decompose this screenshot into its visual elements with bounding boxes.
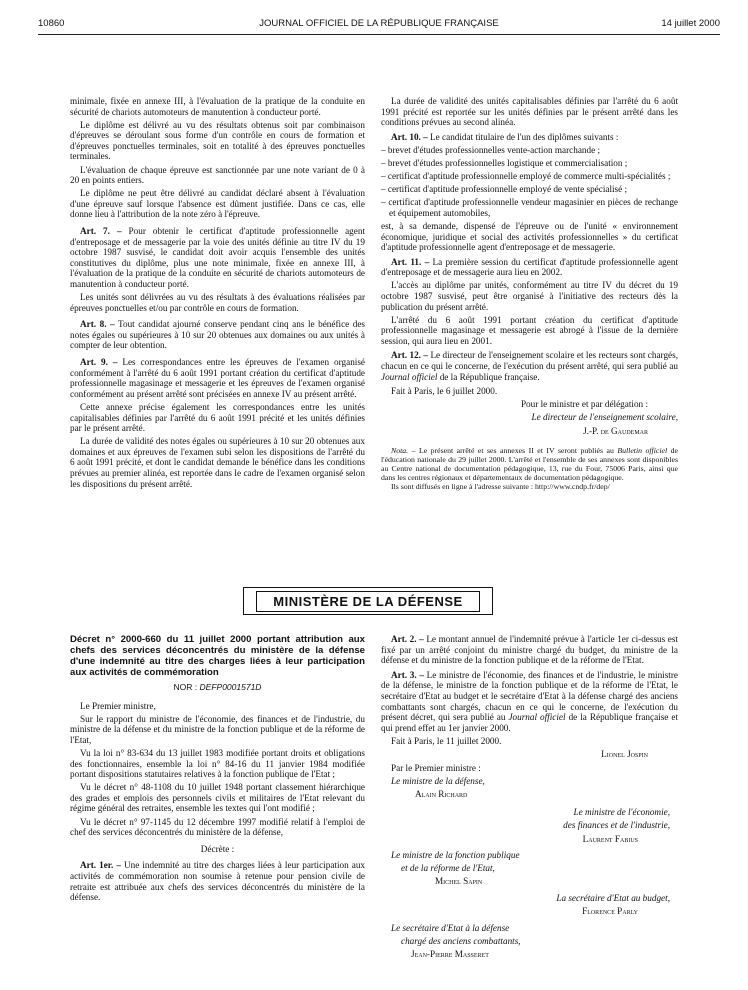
paragraph: L'arrêté du 6 août 1991 portant création du certificat d'aptitude professionnelle magasinage et messagerie est abrogé à l'issue de la dernière session, qui aura lieu en 2001.: [381, 314, 678, 346]
issue-date: 14 juillet 2000: [661, 18, 720, 29]
paragraph: La durée de validité des unités capitalisables définies par l'arrêté du 6 août 1991 précité est reportée sur les unités définies par le présent arrêté dans les conditions prévues au second alinéa.: [381, 96, 678, 128]
article-label: Art. 11. –: [391, 256, 430, 267]
paragraph: L'évaluation de chaque épreuve est sanctionnée par une note variant de 0 à 20 en points entiers.: [70, 164, 365, 186]
paragraph: Vu la loi n° 83-634 du 13 juillet 1983 modifiée portant droits et obligations des fonctionnaires, ensemble la loi n° 84-16 du 11 janvier 1984 modifiée portant dispositions statutaires relatives à la fonction publique de l'Etat ;: [70, 747, 365, 780]
list-item: – brevet d'études professionnelles logistique et commercialisation ;: [381, 158, 678, 169]
nor-reference: NOR : DEFP0001571D: [173, 682, 262, 692]
par-premier-ministre: Par le Premier ministre :: [391, 762, 481, 773]
article-label: Art. 7. –: [80, 226, 122, 237]
paragraph: est, à sa demande, dispensé de l'épreuve ou de l'unité « environnement économique, juridique et social des activités professionnelles » du certificat d'aptitude professionnelle agent d'entreposage et de messagerie.: [381, 220, 678, 253]
signature-date: Fait à Paris, le 6 juillet 2000.: [391, 386, 498, 397]
journal-title: JOURNAL OFFICIEL DE LA RÉPUBLIQUE FRANÇAISE: [259, 18, 499, 29]
nota-url: Ils sont diffusés en ligne à l'adresse suivante : http://www.cndp.fr/dep/: [391, 482, 610, 492]
signatory-role: Le ministre de l'économie,: [573, 807, 670, 818]
article-label: Art. 1er. –: [80, 860, 121, 871]
article-8: Art. 8. – Tout candidat ajourné conserve pendant cinq ans le bénéfice des notes égales ou supérieures à 10 sur 20 obtenues aux domaines ou aux unités à compter de leur obtention.: [70, 319, 366, 351]
paragraph: Le diplôme est délivré au vu des résultats obtenus soit par combinaison d'épreuves se déroulant sous forme d'un contrôle en cours de formation et d'épreuves ponctuelles terminales, soit en totalité à des épreuves ponctuelles terminales.: [70, 119, 365, 162]
paragraph: minimale, fixée en annexe III, à l'évaluation de la pratique de la conduite en sécurité de chariots automoteurs de manutention à conducteur porté.: [70, 96, 365, 117]
nota-block: [381, 446, 678, 491]
article-11: Art. 11. – La première session du certificat d'aptitude professionnelle agent d'entreposage et de messagerie aura lieu en 2002.: [381, 256, 679, 278]
list-item: – certificat d'aptitude professionnelle vendeur magasinier en pièces de rechange et équipement automobiles,: [381, 197, 678, 218]
paragraph: Sur le rapport du ministre de l'économie, des finances et de l'industrie, du ministre de la défense et du ministre de la fonction publique et de la réforme de l'Etat,: [70, 713, 365, 745]
signatory-role: chargé des anciens combattants,: [401, 935, 521, 946]
signatory-role: des finances et de l'industrie,: [563, 820, 670, 831]
article-9: Art. 9. – Les correspondances entre les épreuves de l'examen organisé conformément à l'arrêté du 6 août 1991 portant création du certificat d'aptitude professionnelle magasinage et messagerie et les épreuves de l'examen organisé conformément au présent arrêté sont précisées en annexe IV au présent arrêté.: [70, 357, 365, 399]
lower-left-column: [70, 634, 365, 905]
signatory-name: Lionel Jospin: [601, 749, 648, 760]
signatory-name: Florence Parly: [582, 905, 638, 916]
list-item: – brevet d'études professionnelles vente-action marchande ;: [381, 145, 678, 156]
delegation-line: Pour le ministre et par délégation :: [520, 399, 648, 410]
paragraph: Vu le décret n° 97-1145 du 12 décembre 1997 modifié relatif à l'emploi de chef des services déconcentrés du ministère de la défense,: [70, 816, 365, 838]
nota-text: Nota. – Le présent arrêté et ses annexes II et IV seront publiés au Bulletin officiel de l'éducation nationale du 29 juillet 2000. L'arrêté et l'ensemble de ses annexes sont disponibles au Centre national de documentation pédagogique, 13, rue du Four, 75006 Paris, ainsi que dans les centres régionaux et départementaux de documentation pédagogique.: [381, 446, 678, 483]
paragraph: Vu le décret n° 48-1108 du 10 juillet 1948 portant classement hiérarchique des grades et emplois des personnels civils et militaires de l'Etat relevant du régime général des retraites, ensemble les textes qui l'ont modifié ;: [70, 782, 365, 814]
signatory-name: Laurent Fabius: [582, 833, 638, 844]
signature-date: Fait à Paris, le 11 juillet 2000.: [391, 736, 502, 747]
signatory-role: Le secrétaire d'Etat à la défense: [391, 922, 510, 933]
upper-right-column: [381, 96, 678, 491]
article-label: Art. 10. –: [391, 131, 428, 142]
signatory-name: Michel Sapin: [435, 876, 483, 887]
paragraph: Le Premier ministre,: [80, 700, 156, 711]
lower-right-column: [381, 634, 678, 962]
list-item: – certificat d'aptitude professionnelle employé de commerce multi-spécialités ;: [381, 171, 678, 182]
paragraph: L'accès au diplôme par unités, conformément au titre IV du décret du 19 octobre 1987 susvisé, peut être organisé à l'initiative des recteurs dès la publication du présent arrêté.: [381, 280, 678, 312]
signatory-name: Jean-Pierre Masseret: [411, 948, 489, 959]
paragraph: Les unités sont délivrées au vu des résultats à des évaluations réalisées par épreuves ponctuelles et/ou par contrôle en cours de formation.: [70, 292, 365, 313]
article-1: Art. 1er. – Une indemnité au titre des charges liées à leur participation aux activités de commémoration non soumise à retenue pour pension civile de retraite est attribuée aux chefs des services déconcentrés du ministère de la défense.: [70, 860, 366, 903]
paragraph: La durée de validité des notes égales ou supérieures à 10 sur 20 obtenues aux domaines et aux épreuves de l'examen subi selon les dispositions de l'arrêté du 6 août 1991 précité, et dont le candidat demande le bénéfice dans les conditions prévues au premier alinéa, est reportée dans le cadre de l'examen organisé selon les dispositions du présent arrêté.: [70, 436, 365, 489]
signatory-role: Le ministre de la fonction publique: [391, 850, 520, 861]
upper-left-column: [70, 96, 365, 492]
paragraph: Le diplôme ne peut être délivré au candidat déclaré absent à l'évaluation d'une épreuve sauf lorsque l'absence est dûment justifiée. Dans ce cas, elle donne lieu à l'attribution de la note zéro à l'épreuve.: [70, 188, 365, 220]
article-10: Art. 10. – Le candidat titulaire de l'un des diplômes suivants :: [391, 131, 619, 142]
page-number: 10860: [38, 18, 65, 29]
article-3: Art. 3. – Le ministre de l'économie, des finances et de l'industrie, le ministre de la défense, le ministre de la fonction publique et de la réforme de l'Etat, le secrétaire d'Etat au budget et le secrétaire d'Etat à la défense chargé des anciens combattants sont chargés, chacun en ce qui le concerne, de l'exécution du présent décret, qui sera publié au Journal officiel de la République française et qui prend effet au 1er janvier 2000.: [381, 669, 679, 733]
signatory-role: Le ministre de la défense,: [391, 775, 485, 786]
article-7: Art. 7. – Pour obtenir le certificat d'aptitude professionnelle agent d'entreposage et de messagerie par la voie des unités définie au titre IV du 19 octobre 1987 susvisé, le candidat doit avoir acquis l'ensemble des unités constitutives du diplôme, plus une note minimale, fixée en annexe III, à l'évaluation de la pratique de la conduite en sécurité de chariots automoteurs de manutention à conducteur porté.: [70, 226, 365, 289]
signatory-role: La secrétaire d'Etat au budget,: [556, 892, 670, 903]
article-label: Art. 2. –: [391, 634, 424, 644]
signatory-name: J.-P. de Gaudemar: [583, 425, 648, 436]
article-12: Art. 12. – Le directeur de l'enseignement scolaire et les recteurs sont chargés, chacun en ce qui le concerne, de l'exécution du présent arrêté, qui sera publié au Journal officiel de la République française.: [381, 350, 678, 382]
signatory-role: et de la réforme de l'Etat,: [401, 863, 495, 874]
decree-title: Décret n° 2000-660 du 11 juillet 2000 portant attribution aux chefs des services déconcentrés du ministère de la défense d'une indemnité au titre des charges liées à leur participation aux activités de commémoration: [70, 634, 365, 678]
page-header: [38, 18, 720, 32]
signatory-role: Le directeur de l'enseignement scolaire,: [531, 412, 678, 423]
signatory-name: Alain Richard: [415, 788, 468, 799]
article-label: Art. 3. –: [391, 669, 424, 680]
article-2: Art. 2. – Le montant annuel de l'indemnité prévue à l'article 1er ci-dessus est fixé par un arrêté conjoint du ministre chargé du budget, du ministre de la défense et du ministre de la fonction publique et de la réforme de l'Etat.: [381, 634, 678, 666]
ministry-box: [243, 587, 493, 615]
article-label: Art. 9. –: [80, 357, 118, 368]
list-item: – certificat d'aptitude professionnelle employé de vente spécialisé ;: [381, 184, 678, 195]
paragraph: Cette annexe précise également les correspondances entre les unités capitalisables définies par l'arrêté du 6 août 1991 précité et les unités définies par le présent arrêté.: [70, 401, 365, 434]
article-label: Art. 8. –: [80, 319, 115, 330]
ministry-title: MINISTÈRE DE LA DÉFENSE: [256, 591, 479, 612]
header-rule: [38, 34, 720, 35]
article-label: Art. 12. –: [391, 350, 429, 361]
decrete: Décrète :: [200, 843, 235, 854]
